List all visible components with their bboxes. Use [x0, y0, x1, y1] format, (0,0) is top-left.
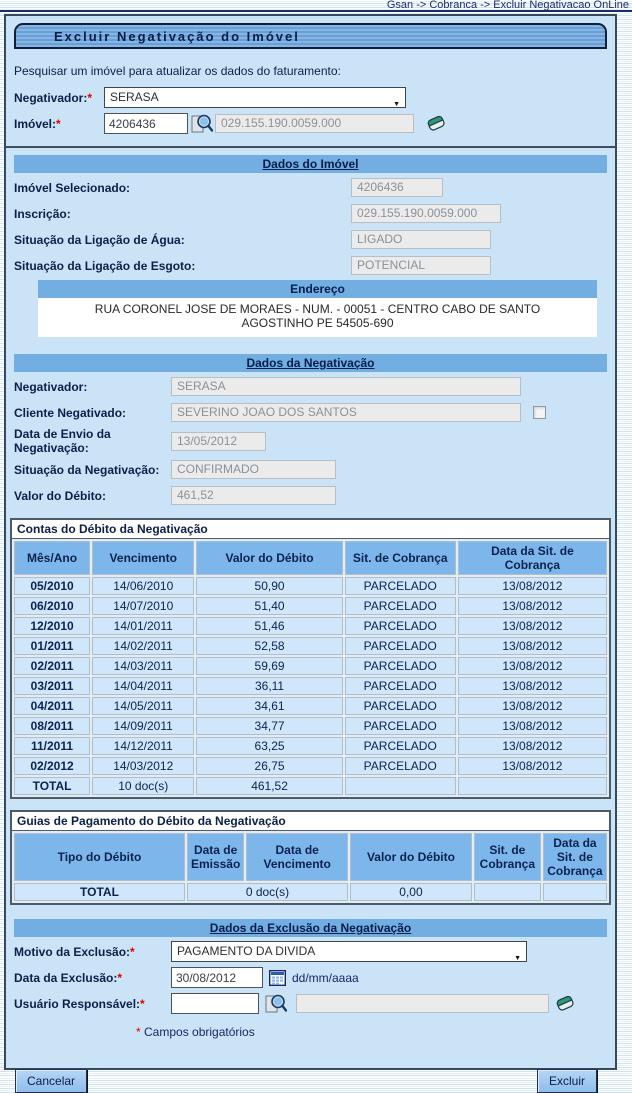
cell-valor-debito: 59,69	[196, 657, 342, 675]
field-row	[14, 484, 607, 507]
cell-data-sit-cobranca: 13/08/2012	[458, 717, 607, 735]
total-docs: 0 doc(s)	[187, 883, 348, 901]
ligacao-agua-value: LIGADO	[351, 230, 491, 249]
cell-sit-cobranca: PARCELADO	[345, 657, 456, 675]
col-sit-cobranca: Sit. de Cobrança	[474, 833, 541, 881]
cell-mes-ano: 06/2010	[14, 597, 90, 615]
main-panel	[4, 14, 617, 1088]
table-row	[14, 677, 607, 695]
cell-vencimento: 14/03/2012	[92, 757, 194, 775]
cliente-negativado-label: Cliente Negativado:	[14, 405, 127, 420]
cell-mes-ano: 02/2012	[14, 757, 90, 775]
page-title-text: Excluir Negativação do Imóvel	[54, 28, 300, 44]
guias-total-row	[14, 883, 607, 901]
table-row	[14, 617, 607, 635]
negativador-ro-value: SERASA	[171, 377, 521, 396]
total-valor: 461,52	[196, 777, 342, 795]
negativador-ro-label: Negativador:	[14, 379, 88, 394]
cell-valor-debito: 26,75	[196, 757, 342, 775]
cell-valor-debito: 63,25	[196, 737, 342, 755]
col-mes-ano: Mês/Ano	[14, 541, 90, 575]
guias-header-row	[14, 833, 607, 881]
usuario-responsavel-nome	[296, 994, 549, 1013]
cell-valor-debito: 36,11	[196, 677, 342, 695]
section-dados-imovel	[14, 155, 607, 173]
contas-total-row	[14, 777, 607, 795]
contas-table-caption: Contas do Débito da Negativação	[12, 520, 609, 539]
cell-data-sit-cobranca: 13/08/2012	[458, 677, 607, 695]
cell-data-sit-cobranca: 13/08/2012	[458, 737, 607, 755]
cell-data-sit-cobranca: 13/08/2012	[458, 617, 607, 635]
calendar-icon	[269, 970, 286, 986]
cell-mes-ano: 04/2011	[14, 697, 90, 715]
section-dados-imovel-title: Dados do Imóvel	[262, 157, 359, 171]
cell-sit-cobranca: PARCELADO	[345, 577, 456, 595]
data-envio-value: 13/05/2012	[171, 432, 266, 451]
usuario-responsavel-label-text: Usuário Responsável:	[14, 996, 141, 1011]
motivo-exclusao-label	[14, 945, 171, 959]
imovel-row	[14, 112, 607, 135]
table-row	[14, 657, 607, 675]
cell-valor-debito: 50,90	[196, 577, 342, 595]
date-format-hint: dd/mm/aaaa	[292, 970, 359, 985]
col-data-sit-cobranca: Data da Sit. de Cobrança	[458, 541, 607, 575]
search-icon	[190, 113, 213, 134]
field-row	[14, 176, 607, 199]
motivo-exclusao-row	[14, 940, 607, 963]
imovel-search-button[interactable]	[190, 113, 213, 134]
total-docs: 10 doc(s)	[92, 777, 194, 795]
table-row	[14, 717, 607, 735]
cell-valor-debito: 52,58	[196, 637, 342, 655]
col-data-emissao: Data de Emissão	[187, 833, 244, 881]
usuario-clear-button[interactable]	[555, 994, 576, 1013]
endereco-value: RUA CORONEL JOSE DE MORAES - NUM. - 00051 - CENTRO CABO DE SANTO AGOSTINHO PE 54505-690	[38, 298, 597, 337]
cell-valor-debito: 34,77	[196, 717, 342, 735]
cell-sit-cobranca: PARCELADO	[345, 597, 456, 615]
cell-vencimento: 14/01/2011	[92, 617, 194, 635]
table-row	[14, 757, 607, 775]
situacao-negativacao-label: Situação da Negativação:	[14, 462, 160, 477]
field-row	[14, 375, 607, 398]
contas-table-panel	[10, 518, 611, 799]
required-fields-note	[136, 1025, 615, 1039]
empty-cell	[345, 777, 456, 795]
col-tipo-debito: Tipo do Débito	[14, 833, 185, 881]
required-asterisk: *	[56, 116, 61, 131]
col-vencimento: Vencimento	[92, 541, 194, 575]
cell-data-sit-cobranca: 13/08/2012	[458, 597, 607, 615]
cell-data-sit-cobranca: 13/08/2012	[458, 757, 607, 775]
cell-vencimento: 14/09/2011	[92, 717, 194, 735]
cell-vencimento: 14/05/2011	[92, 697, 194, 715]
imovel-input[interactable]	[104, 113, 188, 134]
cell-vencimento: 14/03/2011	[92, 657, 194, 675]
usuario-responsavel-input[interactable]	[171, 993, 259, 1014]
empty-cell	[474, 883, 541, 901]
cell-vencimento: 14/06/2010	[92, 577, 194, 595]
cliente-negativado-value: SEVERINO JOAO DOS SANTOS	[171, 403, 521, 422]
cell-mes-ano: 12/2010	[14, 617, 90, 635]
ligacao-esgoto-label: Situação da Ligação de Esgoto:	[14, 258, 196, 273]
field-row	[14, 202, 607, 225]
imovel-selecionado-value: 4206436	[351, 178, 443, 197]
contas-table	[12, 539, 609, 797]
guias-table	[12, 831, 609, 903]
contas-header-row	[14, 541, 607, 575]
imovel-selecionado-label: Imóvel Selecionado:	[14, 180, 131, 195]
empty-cell	[458, 777, 607, 795]
data-exclusao-label	[14, 971, 171, 985]
cell-vencimento: 14/02/2011	[92, 637, 194, 655]
cell-vencimento: 14/07/2010	[92, 597, 194, 615]
motivo-exclusao-select[interactable]	[171, 941, 527, 962]
cancel-button[interactable]: Cancelar	[15, 1069, 87, 1093]
guias-table-panel	[10, 810, 611, 905]
required-asterisk: *	[117, 970, 123, 985]
col-valor-debito: Valor do Débito	[196, 541, 342, 575]
total-valor: 0,00	[350, 883, 472, 901]
col-data-sit-cobranca: Data da Sit. de Cobrança	[543, 833, 607, 881]
footer-buttons	[15, 1069, 597, 1093]
guias-table-caption: Guias de Pagamento do Débito da Negativação	[12, 812, 609, 831]
cell-valor-debito: 34,61	[196, 697, 342, 715]
valor-debito-label: Valor do Débito:	[14, 488, 107, 503]
negativador-label-text: Negativador:	[14, 90, 88, 105]
divider	[6, 146, 615, 148]
cell-mes-ano: 08/2011	[14, 717, 90, 735]
usuario-responsavel-label	[14, 997, 171, 1011]
section-endereco	[38, 280, 597, 298]
page-title	[14, 23, 607, 49]
section-dados-exclusao-title: Dados da Exclusão da Negativação	[209, 921, 412, 935]
cell-valor-debito: 51,46	[196, 617, 342, 635]
cell-data-sit-cobranca: 13/08/2012	[458, 657, 607, 675]
data-envio-label: Data de Envio da Negativação:	[14, 427, 111, 455]
imovel-label-text: Imóvel:	[14, 116, 57, 131]
section-dados-exclusao	[14, 919, 607, 937]
cell-mes-ano: 02/2011	[14, 657, 90, 675]
cell-sit-cobranca: PARCELADO	[345, 757, 456, 775]
cell-data-sit-cobranca: 13/08/2012	[458, 637, 607, 655]
cell-sit-cobranca: PARCELADO	[345, 617, 456, 635]
table-row	[14, 597, 607, 615]
excluir-button[interactable]: Excluir	[537, 1069, 597, 1093]
section-endereco-title: Endereço	[290, 282, 345, 296]
field-row	[14, 401, 607, 424]
calendar-button[interactable]	[269, 970, 286, 986]
ligacao-agua-label: Situação da Ligação de Água:	[14, 232, 185, 247]
total-label: TOTAL	[14, 883, 185, 901]
cell-sit-cobranca: PARCELADO	[345, 637, 456, 655]
required-asterisk: *	[136, 1025, 141, 1039]
required-asterisk: *	[87, 90, 93, 105]
valor-debito-value: 461,52	[171, 486, 336, 505]
col-sit-cobranca: Sit. de Cobrança	[345, 541, 456, 575]
imovel-label	[14, 117, 104, 131]
cell-sit-cobranca: PARCELADO	[345, 717, 456, 735]
negativador-row	[14, 86, 607, 109]
field-row	[14, 228, 607, 251]
dropdown-arrow-icon: ▼	[514, 955, 521, 962]
contas-table-body	[14, 577, 607, 775]
cell-vencimento: 14/12/2011	[92, 737, 194, 755]
breadcrumb-bar	[0, 0, 632, 12]
cell-mes-ano: 03/2011	[14, 677, 90, 695]
cell-sit-cobranca: PARCELADO	[345, 737, 456, 755]
usuario-search-button[interactable]	[264, 993, 287, 1014]
motivo-exclusao-selected-value: PAGAMENTO DA DIVIDA	[177, 944, 316, 958]
empty-cell	[543, 883, 607, 901]
field-row	[14, 254, 607, 277]
breadcrumb[interactable]: Gsan -> Cobranca -> Excluir Negativacao OnLine	[386, 0, 629, 11]
col-data-vencimento: Data de Vencimento	[246, 833, 348, 881]
cliente-negativado-checkbox[interactable]	[533, 406, 546, 419]
table-row	[14, 737, 607, 755]
dropdown-arrow-icon: ▼	[393, 101, 400, 108]
usuario-responsavel-row	[14, 992, 607, 1015]
cell-vencimento: 14/04/2011	[92, 677, 194, 695]
required-asterisk: *	[140, 996, 145, 1011]
search-icon	[264, 993, 287, 1014]
imovel-inscricao-value: 029.155.190.0059.000	[215, 114, 414, 133]
table-row	[14, 697, 607, 715]
ligacao-esgoto-value: POTENCIAL	[351, 256, 491, 275]
cell-sit-cobranca: PARCELADO	[345, 697, 456, 715]
data-exclusao-label-text: Data da Exclusão:	[14, 970, 118, 985]
required-fields-note-text: Campos obrigatórios	[144, 1025, 255, 1039]
negativador-select[interactable]	[104, 87, 406, 108]
table-row	[14, 637, 607, 655]
situacao-negativacao-value: CONFIRMADO	[171, 460, 336, 479]
cell-mes-ano: 11/2011	[14, 737, 90, 755]
cell-valor-debito: 51,40	[196, 597, 342, 615]
inscricao-value: 029.155.190.0059.000	[351, 204, 501, 223]
data-exclusao-row	[14, 966, 607, 989]
section-dados-negativacao	[14, 354, 607, 372]
negativador-selected-value: SERASA	[110, 90, 159, 104]
data-exclusao-input[interactable]	[171, 967, 263, 988]
table-row	[14, 577, 607, 595]
cell-data-sit-cobranca: 13/08/2012	[458, 577, 607, 595]
inscricao-label: Inscrição:	[14, 206, 71, 221]
eraser-icon	[555, 994, 576, 1013]
cell-data-sit-cobranca: 13/08/2012	[458, 697, 607, 715]
cell-mes-ano: 01/2011	[14, 637, 90, 655]
eraser-icon	[426, 114, 447, 133]
motivo-exclusao-label-text: Motivo da Exclusão:	[14, 944, 131, 959]
required-asterisk: *	[130, 944, 135, 959]
cell-mes-ano: 05/2010	[14, 577, 90, 595]
field-row	[14, 427, 607, 455]
section-dados-negativacao-title: Dados da Negativação	[246, 356, 375, 370]
total-label: TOTAL	[14, 777, 90, 795]
field-row	[14, 458, 607, 481]
negativador-label	[14, 91, 104, 105]
imovel-clear-button[interactable]	[426, 114, 447, 133]
cell-sit-cobranca: PARCELADO	[345, 677, 456, 695]
col-valor-debito: Valor do Débito	[350, 833, 472, 881]
search-instruction: Pesquisar um imóvel para atualizar os dados do faturamento:	[14, 64, 341, 78]
